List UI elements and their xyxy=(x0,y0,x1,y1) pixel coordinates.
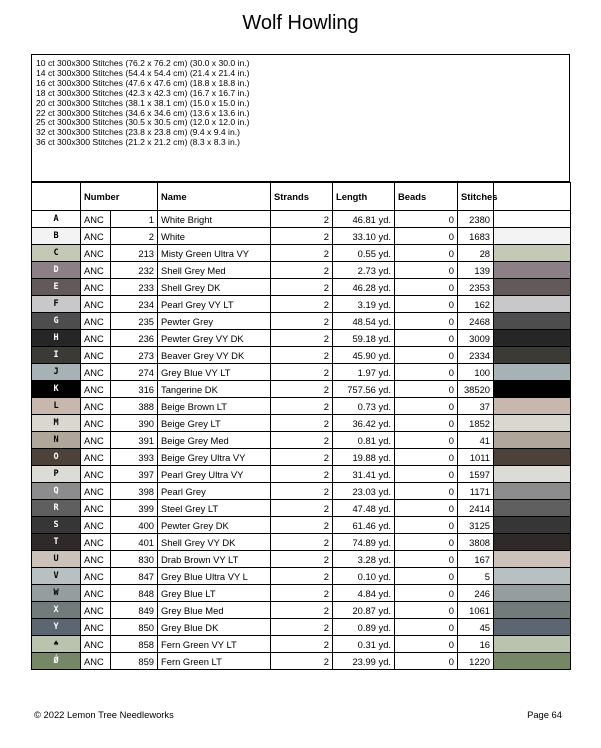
color-swatch xyxy=(494,330,571,347)
length-cell: 1.97 yd. xyxy=(333,364,395,381)
strands-cell: 2 xyxy=(271,551,333,568)
symbol-cell: C xyxy=(32,245,81,262)
table-row xyxy=(32,398,571,415)
symbol-cell: V xyxy=(32,568,81,585)
color-swatch xyxy=(494,296,571,313)
length-cell: 0.31 yd. xyxy=(333,636,395,653)
name-cell: Pewter Grey DK xyxy=(158,517,271,534)
strands-cell: 2 xyxy=(271,483,333,500)
number-cell: 847 xyxy=(111,568,158,585)
number-cell: 849 xyxy=(111,602,158,619)
fabric-size-line: 10 ct 300x300 Stitches (76.2 x 76.2 cm) (30.0 x 30.0 in.) xyxy=(36,58,250,68)
stitches-cell: 2468 xyxy=(458,313,494,330)
symbol-cell: E xyxy=(32,279,81,296)
length-cell: 4.84 yd. xyxy=(333,585,395,602)
color-swatch xyxy=(494,500,571,517)
color-swatch xyxy=(494,262,571,279)
name-cell: White Bright xyxy=(158,211,271,228)
table-row xyxy=(32,585,571,602)
table-row xyxy=(32,500,571,517)
strands-cell: 2 xyxy=(271,228,333,245)
number-cell: 391 xyxy=(111,432,158,449)
fabric-size-line: 22 ct 300x300 Stitches (34.6 x 34.6 cm) (13.6 x 13.6 in.) xyxy=(36,107,250,118)
color-swatch xyxy=(494,381,571,398)
name-cell: Fern Green VY LT xyxy=(158,636,271,653)
strands-cell: 2 xyxy=(271,381,333,398)
beads-cell: 0 xyxy=(395,296,458,313)
table-row xyxy=(32,313,571,330)
name-cell: Beaver Grey VY DK xyxy=(158,347,271,364)
name-cell: Grey Blue DK xyxy=(158,619,271,636)
stitches-cell: 5 xyxy=(458,568,494,585)
color-swatch xyxy=(494,653,571,670)
length-cell: 0.55 yd. xyxy=(333,245,395,262)
stitches-cell: 2414 xyxy=(458,500,494,517)
number-cell: 213 xyxy=(111,245,158,262)
table-header-row xyxy=(32,183,571,211)
number-cell: 400 xyxy=(111,517,158,534)
strands-cell: 2 xyxy=(271,500,333,517)
name-cell: Pearl Grey Ultra VY xyxy=(158,466,271,483)
stitches-cell: 1852 xyxy=(458,415,494,432)
symbol-cell: N xyxy=(32,432,81,449)
symbol-cell: A xyxy=(32,211,81,228)
color-swatch xyxy=(494,568,571,585)
copyright-text: © 2022 Lemon Tree Needleworks xyxy=(34,709,174,720)
strands-cell: 2 xyxy=(271,296,333,313)
name-cell: Drab Brown VY LT xyxy=(158,551,271,568)
name-cell: Beige Grey Ultra VY xyxy=(158,449,271,466)
beads-cell: 0 xyxy=(395,262,458,279)
number-cell: 399 xyxy=(111,500,158,517)
strands-cell: 2 xyxy=(271,313,333,330)
color-swatch xyxy=(494,432,571,449)
stitches-cell: 1597 xyxy=(458,466,494,483)
brand-cell: ANC xyxy=(81,466,111,483)
name-cell: Grey Blue Med xyxy=(158,602,271,619)
brand-cell: ANC xyxy=(81,398,111,415)
table-row xyxy=(32,551,571,568)
symbol-cell: B xyxy=(32,228,81,245)
brand-cell: ANC xyxy=(81,364,111,381)
length-cell: 0.81 yd. xyxy=(333,432,395,449)
color-swatch xyxy=(494,449,571,466)
name-cell: Pearl Grey xyxy=(158,483,271,500)
number-cell: 859 xyxy=(111,653,158,670)
symbol-cell: T xyxy=(32,534,81,551)
table-row xyxy=(32,636,571,653)
symbol-header xyxy=(32,183,81,211)
length-cell: 61.46 yd. xyxy=(333,517,395,534)
strands-cell: 2 xyxy=(271,347,333,364)
stitches-cell: 1011 xyxy=(458,449,494,466)
number-cell: 233 xyxy=(111,279,158,296)
table-row xyxy=(32,279,571,296)
stitches-cell: 1220 xyxy=(458,653,494,670)
length-cell: 33.10 yd. xyxy=(333,228,395,245)
length-cell: 3.19 yd. xyxy=(333,296,395,313)
length-cell: 0.10 yd. xyxy=(333,568,395,585)
beads-cell: 0 xyxy=(395,466,458,483)
brand-cell: ANC xyxy=(81,534,111,551)
beads-cell: 0 xyxy=(395,347,458,364)
color-swatch xyxy=(494,211,571,228)
number-cell: 850 xyxy=(111,619,158,636)
number-cell: 316 xyxy=(111,381,158,398)
brand-cell: ANC xyxy=(81,228,111,245)
number-cell: 848 xyxy=(111,585,158,602)
name-cell: Steel Grey LT xyxy=(158,500,271,517)
name-cell: Pewter Grey xyxy=(158,313,271,330)
number-cell: 401 xyxy=(111,534,158,551)
brand-cell: ANC xyxy=(81,653,111,670)
brand-cell: ANC xyxy=(81,551,111,568)
beads-cell: 0 xyxy=(395,483,458,500)
color-swatch xyxy=(494,636,571,653)
symbol-cell: J xyxy=(32,364,81,381)
name-cell: Beige Grey Med xyxy=(158,432,271,449)
brand-cell: ANC xyxy=(81,585,111,602)
brand-cell: ANC xyxy=(81,279,111,296)
table-row xyxy=(32,653,571,670)
strands-cell: 2 xyxy=(271,568,333,585)
length-header: Length xyxy=(333,183,395,211)
number-cell: 232 xyxy=(111,262,158,279)
color-swatch xyxy=(494,551,571,568)
stitches-cell: 3125 xyxy=(458,517,494,534)
beads-cell: 0 xyxy=(395,636,458,653)
fabric-size-line: 18 ct 300x300 Stitches (42.3 x 42.3 cm) (16.7 x 16.7 in.) xyxy=(36,87,250,98)
symbol-cell: K xyxy=(32,381,81,398)
fabric-size-box xyxy=(31,54,570,182)
name-cell: Grey Blue LT xyxy=(158,585,271,602)
length-cell: 0.89 yd. xyxy=(333,619,395,636)
brand-cell: ANC xyxy=(81,602,111,619)
symbol-cell: P xyxy=(32,466,81,483)
symbol-cell: F xyxy=(32,296,81,313)
color-swatch xyxy=(494,228,571,245)
stitches-cell: 3009 xyxy=(458,330,494,347)
stitches-cell: 2334 xyxy=(458,347,494,364)
fabric-size-line: 20 ct 300x300 Stitches (38.1 x 38.1 cm) (15.0 x 15.0 in.) xyxy=(36,97,250,108)
strands-cell: 2 xyxy=(271,466,333,483)
name-cell: White xyxy=(158,228,271,245)
swatch-header xyxy=(494,183,571,211)
beads-header: Beads xyxy=(395,183,458,211)
beads-cell: 0 xyxy=(395,364,458,381)
beads-cell: 0 xyxy=(395,398,458,415)
color-swatch xyxy=(494,483,571,500)
beads-cell: 0 xyxy=(395,619,458,636)
stitches-header: Stitches xyxy=(458,183,494,211)
brand-cell: ANC xyxy=(81,449,111,466)
stitches-cell: 162 xyxy=(458,296,494,313)
symbol-cell: ♠ xyxy=(32,636,81,653)
brand-cell: ANC xyxy=(81,262,111,279)
table-row xyxy=(32,483,571,500)
table-row xyxy=(32,619,571,636)
symbol-cell: G xyxy=(32,313,81,330)
number-cell: 393 xyxy=(111,449,158,466)
table-row xyxy=(32,211,571,228)
strands-cell: 2 xyxy=(271,534,333,551)
stitches-cell: 1683 xyxy=(458,228,494,245)
strands-cell: 2 xyxy=(271,364,333,381)
table-row xyxy=(32,534,571,551)
length-cell: 3.28 yd. xyxy=(333,551,395,568)
beads-cell: 0 xyxy=(395,228,458,245)
stitches-cell: 2380 xyxy=(458,211,494,228)
name-cell: Beige Grey LT xyxy=(158,415,271,432)
length-cell: 20.87 yd. xyxy=(333,602,395,619)
stitches-cell: 100 xyxy=(458,364,494,381)
stitches-cell: 1171 xyxy=(458,483,494,500)
name-cell: Grey Blue VY LT xyxy=(158,364,271,381)
number-cell: 274 xyxy=(111,364,158,381)
table-row xyxy=(32,432,571,449)
length-cell: 31.41 yd. xyxy=(333,466,395,483)
stitches-cell: 37 xyxy=(458,398,494,415)
stitches-cell: 38520 xyxy=(458,381,494,398)
page-number: Page 64 xyxy=(527,709,562,720)
color-swatch xyxy=(494,279,571,296)
name-cell: Beige Brown LT xyxy=(158,398,271,415)
color-swatch xyxy=(494,245,571,262)
fabric-size-line: 36 ct 300x300 Stitches (21.2 x 21.2 cm) (8.3 x 8.3 in.) xyxy=(36,137,240,148)
table-row xyxy=(32,364,571,381)
table-row xyxy=(32,330,571,347)
beads-cell: 0 xyxy=(395,415,458,432)
number-header: Number xyxy=(81,183,158,211)
beads-cell: 0 xyxy=(395,449,458,466)
beads-cell: 0 xyxy=(395,330,458,347)
color-swatch xyxy=(494,517,571,534)
beads-cell: 0 xyxy=(395,534,458,551)
color-swatch xyxy=(494,534,571,551)
table-row xyxy=(32,449,571,466)
stitches-cell: 16 xyxy=(458,636,494,653)
color-swatch xyxy=(494,466,571,483)
symbol-cell: R xyxy=(32,500,81,517)
color-swatch xyxy=(494,602,571,619)
name-cell: Pewter Grey VY DK xyxy=(158,330,271,347)
page-title: Wolf Howling xyxy=(242,12,359,34)
brand-cell: ANC xyxy=(81,517,111,534)
color-swatch xyxy=(494,347,571,364)
beads-cell: 0 xyxy=(395,653,458,670)
strands-cell: 2 xyxy=(271,585,333,602)
strands-cell: 2 xyxy=(271,432,333,449)
strands-cell: 2 xyxy=(271,517,333,534)
table-row xyxy=(32,245,571,262)
strands-cell: 2 xyxy=(271,398,333,415)
name-cell: Fern Green LT xyxy=(158,653,271,670)
length-cell: 0.73 yd. xyxy=(333,398,395,415)
symbol-cell: D xyxy=(32,262,81,279)
beads-cell: 0 xyxy=(395,279,458,296)
strands-cell: 2 xyxy=(271,279,333,296)
beads-cell: 0 xyxy=(395,381,458,398)
number-cell: 1 xyxy=(111,211,158,228)
strands-cell: 2 xyxy=(271,330,333,347)
symbol-cell: Q xyxy=(32,483,81,500)
beads-cell: 0 xyxy=(395,602,458,619)
symbol-cell: M xyxy=(32,415,81,432)
strands-cell: 2 xyxy=(271,602,333,619)
strands-cell: 2 xyxy=(271,449,333,466)
beads-cell: 0 xyxy=(395,313,458,330)
name-header: Name xyxy=(158,183,271,211)
length-cell: 36.42 yd. xyxy=(333,415,395,432)
table-row xyxy=(32,602,571,619)
symbol-cell: Y xyxy=(32,619,81,636)
table-row xyxy=(32,568,571,585)
table-row xyxy=(32,228,571,245)
number-cell: 234 xyxy=(111,296,158,313)
number-cell: 830 xyxy=(111,551,158,568)
color-swatch xyxy=(494,415,571,432)
number-cell: 397 xyxy=(111,466,158,483)
length-cell: 757.56 yd. xyxy=(333,381,395,398)
stitches-cell: 41 xyxy=(458,432,494,449)
brand-cell: ANC xyxy=(81,381,111,398)
table-row xyxy=(32,296,571,313)
length-cell: 45.90 yd. xyxy=(333,347,395,364)
length-cell: 47.48 yd. xyxy=(333,500,395,517)
stitches-cell: 139 xyxy=(458,262,494,279)
beads-cell: 0 xyxy=(395,500,458,517)
fabric-size-line: 32 ct 300x300 Stitches (23.8 x 23.8 cm) (9.4 x 9.4 in.) xyxy=(36,127,240,138)
table-row xyxy=(32,415,571,432)
strands-cell: 2 xyxy=(271,211,333,228)
name-cell: Misty Green Ultra VY xyxy=(158,245,271,262)
stitches-cell: 45 xyxy=(458,619,494,636)
brand-cell: ANC xyxy=(81,313,111,330)
number-cell: 398 xyxy=(111,483,158,500)
beads-cell: 0 xyxy=(395,245,458,262)
beads-cell: 0 xyxy=(395,211,458,228)
length-cell: 74.89 yd. xyxy=(333,534,395,551)
number-cell: 388 xyxy=(111,398,158,415)
strands-cell: 2 xyxy=(271,636,333,653)
color-swatch xyxy=(494,585,571,602)
name-cell: Shell Grey VY DK xyxy=(158,534,271,551)
brand-cell: ANC xyxy=(81,568,111,585)
color-swatch xyxy=(494,398,571,415)
number-cell: 858 xyxy=(111,636,158,653)
table-body xyxy=(32,211,571,670)
number-cell: 235 xyxy=(111,313,158,330)
brand-cell: ANC xyxy=(81,347,111,364)
length-cell: 46.81 yd. xyxy=(333,211,395,228)
beads-cell: 0 xyxy=(395,517,458,534)
brand-cell: ANC xyxy=(81,296,111,313)
color-swatch xyxy=(494,619,571,636)
length-cell: 23.99 yd. xyxy=(333,653,395,670)
brand-cell: ANC xyxy=(81,636,111,653)
name-cell: Pearl Grey VY LT xyxy=(158,296,271,313)
brand-cell: ANC xyxy=(81,619,111,636)
symbol-cell: Ǿ xyxy=(32,653,81,670)
symbol-cell: W xyxy=(32,585,81,602)
number-cell: 236 xyxy=(111,330,158,347)
beads-cell: 0 xyxy=(395,585,458,602)
color-swatch xyxy=(494,313,571,330)
stitches-cell: 28 xyxy=(458,245,494,262)
color-swatch xyxy=(494,364,571,381)
name-cell: Grey Blue Ultra VY L xyxy=(158,568,271,585)
length-cell: 19.88 yd. xyxy=(333,449,395,466)
strands-cell: 2 xyxy=(271,262,333,279)
length-cell: 23.03 yd. xyxy=(333,483,395,500)
fabric-size-line: 16 ct 300x300 Stitches (47.6 x 47.6 cm) (18.8 x 18.8 in.) xyxy=(36,77,250,88)
symbol-cell: X xyxy=(32,602,81,619)
thread-legend-table xyxy=(31,182,571,670)
brand-cell: ANC xyxy=(81,211,111,228)
stitches-cell: 3808 xyxy=(458,534,494,551)
name-cell: Shell Grey Med xyxy=(158,262,271,279)
table-row xyxy=(32,381,571,398)
length-cell: 2.73 yd. xyxy=(333,262,395,279)
brand-cell: ANC xyxy=(81,483,111,500)
length-cell: 46.28 yd. xyxy=(333,279,395,296)
strands-cell: 2 xyxy=(271,619,333,636)
symbol-cell: I xyxy=(32,347,81,364)
fabric-size-line: 14 ct 300x300 Stitches (54.4 x 54.4 cm) (21.4 x 21.4 in.) xyxy=(36,67,250,78)
table-row xyxy=(32,347,571,364)
symbol-cell: L xyxy=(32,398,81,415)
strands-cell: 2 xyxy=(271,653,333,670)
number-cell: 2 xyxy=(111,228,158,245)
name-cell: Shell Grey DK xyxy=(158,279,271,296)
brand-cell: ANC xyxy=(81,415,111,432)
symbol-cell: O xyxy=(32,449,81,466)
brand-cell: ANC xyxy=(81,432,111,449)
beads-cell: 0 xyxy=(395,551,458,568)
beads-cell: 0 xyxy=(395,568,458,585)
stitches-cell: 246 xyxy=(458,585,494,602)
fabric-size-line: 25 ct 300x300 Stitches (30.5 x 30.5 cm) (12.0 x 12.0 in.) xyxy=(36,117,250,128)
stitches-cell: 2353 xyxy=(458,279,494,296)
table-row xyxy=(32,262,571,279)
table-row xyxy=(32,466,571,483)
table-row xyxy=(32,517,571,534)
name-cell: Tangerine DK xyxy=(158,381,271,398)
length-cell: 59.18 yd. xyxy=(333,330,395,347)
length-cell: 48.54 yd. xyxy=(333,313,395,330)
brand-cell: ANC xyxy=(81,330,111,347)
brand-cell: ANC xyxy=(81,500,111,517)
beads-cell: 0 xyxy=(395,432,458,449)
symbol-cell: H xyxy=(32,330,81,347)
symbol-cell: U xyxy=(32,551,81,568)
strands-cell: 2 xyxy=(271,245,333,262)
stitches-cell: 1061 xyxy=(458,602,494,619)
strands-header: Strands xyxy=(271,183,333,211)
number-cell: 390 xyxy=(111,415,158,432)
number-cell: 273 xyxy=(111,347,158,364)
brand-cell: ANC xyxy=(81,245,111,262)
strands-cell: 2 xyxy=(271,415,333,432)
symbol-cell: S xyxy=(32,517,81,534)
stitches-cell: 167 xyxy=(458,551,494,568)
